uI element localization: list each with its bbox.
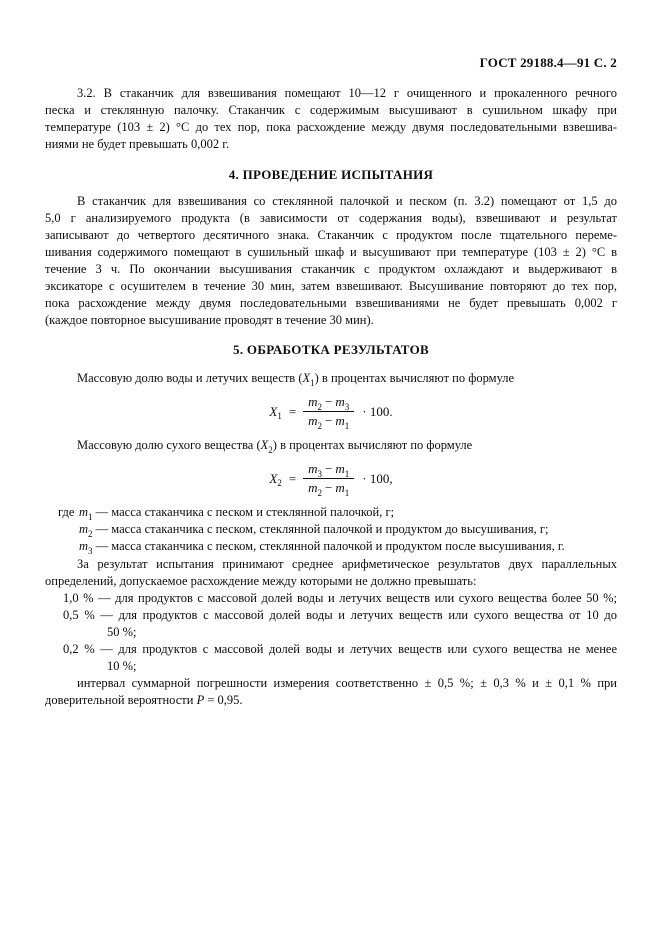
text-line: 3.2. В стаканчик для взвешивания помещают 10—12 г очищенного и прокаленного речного [77,86,617,100]
text-line: определений, допускаемое расхождение между которыми не должно превышать: [45,574,477,588]
text-line: (каждое повторное высушивание проводят в течение 30 мин). [45,313,374,327]
probability-symbol: P [196,693,205,707]
text-line: доверительной вероятности P = 0,95. [45,693,243,707]
definition-text: — масса стаканчика с песком, стеклянной палочкой и продуктом до высушивания, г; [95,522,549,536]
intro-x2-line [45,437,617,454]
definition-m3 [45,538,617,555]
definition-m2 [45,521,617,538]
text-line: шивания содержимого помещают в сушильный шкаф и высушивают при температуре (103 ± 2) °С в [45,245,617,259]
text-line: пока расхождение между двумя последовательными взвешиваниями не будет превышать 0,002 г [45,296,617,310]
tolerance-item-1: 1,0 % — для продуктов с массовой долей воды и летучих веществ или сухого вещества более 50 %; [63,591,617,605]
paragraph-3-2 [45,85,617,153]
formula-x2 [45,461,617,496]
text-line: 5,0 г анализируемого продукта (в зависимости от содержания воды), взвешивают и результат [45,211,617,225]
interval-paragraph [45,675,617,709]
x2-symbol: $X_2$ [260,438,273,455]
definition-m1 [45,504,617,521]
symbol-definitions [45,504,617,555]
definition-text: — масса стаканчика с песком, стеклянной палочкой и продуктом после высушивания, г. [95,539,565,553]
intro-x1-text-after: ) в процентах вычисляют по формуле [314,371,515,385]
result-paragraph [45,556,617,590]
text-line: температуре (103 ± 2) °С до тех пор, пока расхождение между двумя последовательными взвешива- [45,120,617,134]
text-line: песка и стеклянную палочку. Стаканчик с содержимым высушивают в сушильном шкафу при [45,103,617,117]
text-line: ниями не будет превышать 0,002 г. [45,137,230,151]
definition-lead: где [58,505,75,519]
equals-sign: = [288,470,297,486]
x1-symbol: $X_1$ [302,371,315,388]
formula-x1-multiplier: · 100. [362,403,393,419]
formula-x2-fraction [303,461,354,496]
text-line: В стаканчик для взвешивания со стеклянной палочкой и песком (п. 3.2) помещают от 1,5 до [77,194,617,208]
definition-text: — масса стаканчика с песком и стеклянной палочкой, г; [95,505,395,519]
tolerance-item-2-continuation: 50 %; [107,625,137,639]
page-header: ГОСТ 29188.4—91 С. 2 [479,55,617,70]
m2-symbol: $m_2$ [79,522,93,539]
text-line: За результат испытания принимают среднее арифметическое результатов двух параллельных [77,557,617,571]
formula-x1-lhs: $X_1$ [269,403,282,421]
fraction-numerator: $m_2 - m_3$ [303,394,354,412]
section-5-heading: 5. ОБРАБОТКА РЕЗУЛЬТАТОВ [233,342,429,357]
formula-x1-fraction [303,394,354,429]
text-line: интервал суммарной погрешности измерения соответственно ± 0,5 %; ± 0,3 % и ± 0,1 % при [77,676,617,690]
formula-x2-lhs: $X_2$ [269,470,282,488]
intro-x1-text-before: Массовую долю воды и летучих веществ ( [77,371,303,385]
formula-x1 [45,394,617,429]
fraction-denominator: $m_2 - m_1$ [308,480,350,498]
intro-x2-text-after: ) в процентах вычисляют по формуле [272,438,473,452]
equals-sign: = [288,403,297,419]
tolerance-item-2: 0,5 % — для продуктов с массовой долей воды и летучих веществ или сухого вещества от 10 до [63,608,617,622]
m3-symbol: $m_3$ [79,539,93,556]
tolerance-item-3-continuation: 10 %; [107,659,137,673]
intro-x2-text-before: Массовую долю сухого вещества ( [77,438,261,452]
m1-symbol: $m_1$ [79,505,93,522]
text-line: течение 3 ч. По окончании высушивания стаканчик с продуктом охлаждают и выдерживают в [45,262,617,276]
section-4-heading: 4. ПРОВЕДЕНИЕ ИСПЫТАНИЯ [228,167,434,182]
tolerance-item-3: 0,2 % — для продуктов с массовой долей воды и летучих веществ или сухого вещества не менее [63,642,617,656]
intro-x1-line [45,370,617,387]
fraction-numerator: $m_3 - m_1$ [303,461,354,479]
text-line: записывают до четвертого десятичного знака. Стаканчик с продуктом после тщательного переме- [45,228,617,242]
section-4-body [45,193,617,329]
formula-x2-multiplier: · 100, [362,470,393,486]
text-line: эксикаторе с осушителем в течение 30 мин, затем взвешивают. Высушивание повторяют до тех пор, [45,279,617,293]
tolerance-list [45,590,617,675]
fraction-denominator: $m_2 - m_1$ [308,413,350,431]
